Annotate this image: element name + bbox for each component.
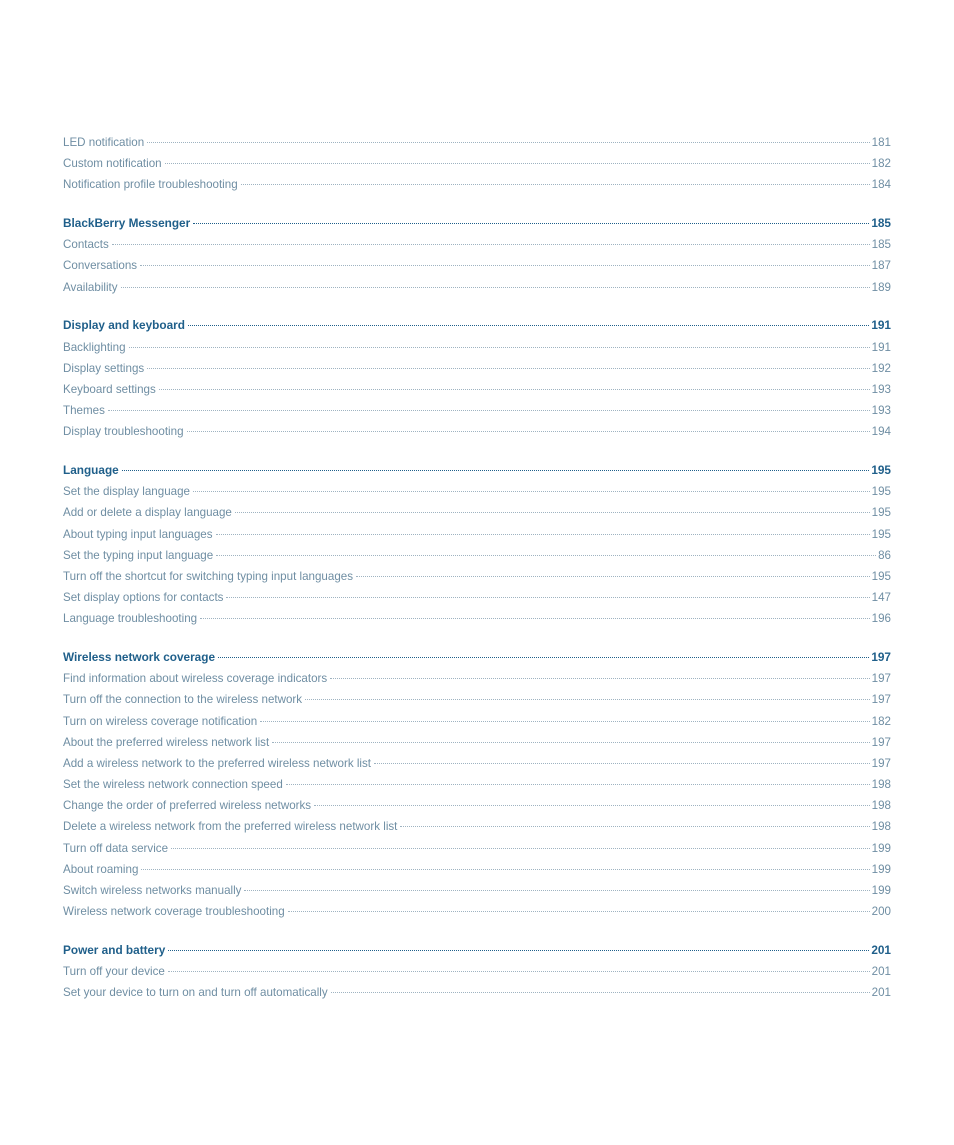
toc-entry-title: Turn off the shortcut for switching typing input languages [63, 569, 354, 583]
toc-section-blackberry-messenger [63, 213, 891, 298]
toc-entry-title: Switch wireless networks manually [63, 884, 242, 897]
toc-entry-page: 201 [871, 986, 891, 1000]
toc-section-display-and-keyboard [63, 315, 891, 442]
toc-entry-page: 195 [871, 569, 891, 583]
toc-entry[interactable] [63, 400, 891, 421]
dot-leader [129, 347, 870, 348]
toc-entry-page: 187 [871, 259, 891, 273]
toc-entry[interactable] [63, 379, 891, 400]
toc-heading-title: Wireless network coverage [63, 649, 216, 664]
toc-entry-page: 147 [871, 591, 891, 605]
toc-entry-page: 197 [871, 735, 891, 749]
toc-entry[interactable] [63, 901, 891, 922]
toc-entry-page: 195 [871, 527, 891, 541]
toc-entry-title: Delete a wireless network from the preferred wireless network list [63, 820, 398, 834]
toc-entry-title: Turn off the connection to the wireless network [63, 693, 303, 707]
toc-entry-title: Set the wireless network connection speed [63, 778, 283, 792]
toc-heading-title: BlackBerry Messenger [63, 216, 191, 231]
toc-entry-page: 199 [871, 862, 891, 876]
toc-entry-page: 181 [871, 136, 891, 149]
toc-heading-page: 201 [871, 942, 891, 957]
dot-leader [121, 287, 870, 288]
toc-heading[interactable] [63, 647, 891, 668]
toc-entry-page: 193 [871, 382, 891, 396]
toc-entry[interactable] [63, 795, 891, 816]
toc-heading[interactable] [63, 460, 891, 481]
toc-entry-page: 197 [871, 693, 891, 707]
dot-leader [159, 389, 870, 390]
toc-entry-title: Turn on wireless coverage notification [63, 714, 258, 728]
dot-leader [141, 869, 869, 870]
dot-leader [272, 742, 869, 743]
toc-entry[interactable] [63, 838, 891, 859]
toc-entry-page: 196 [871, 612, 891, 626]
toc-entry-title: Find information about wireless coverage indicators [63, 672, 328, 686]
toc-entry-page: 189 [871, 280, 891, 294]
dot-leader [193, 491, 870, 492]
dot-leader [288, 911, 870, 912]
toc-entry-title: Add or delete a display language [63, 506, 232, 520]
dot-leader [147, 368, 869, 369]
toc-heading-page: 185 [871, 216, 891, 231]
dot-leader [147, 142, 869, 143]
toc-entry-title: Custom notification [63, 157, 162, 171]
dot-leader [216, 555, 876, 556]
dot-leader [235, 512, 870, 513]
toc-entry-title: Availability [63, 280, 118, 294]
toc-entry[interactable] [63, 961, 891, 982]
toc-entry-title: About typing input languages [63, 527, 213, 541]
toc-entry[interactable] [63, 277, 891, 298]
toc-entry-title: About roaming [63, 862, 139, 876]
toc-entry[interactable] [63, 524, 891, 545]
toc-heading-title: Language [63, 462, 119, 477]
toc-heading[interactable] [63, 213, 891, 234]
toc-entry[interactable] [63, 566, 891, 587]
toc-entry-page: 194 [871, 425, 891, 439]
toc-entry[interactable] [63, 753, 891, 774]
toc-entry-title: Add a wireless network to the preferred wireless network list [63, 756, 372, 770]
dot-leader [226, 597, 869, 598]
toc-section-wireless-network-coverage [63, 647, 891, 922]
toc-entry-page: 192 [871, 361, 891, 375]
toc-heading-page: 191 [871, 318, 891, 333]
toc-section-notification [63, 132, 891, 196]
toc-entry-page: 182 [871, 714, 891, 728]
toc-entry[interactable] [63, 502, 891, 523]
toc-entry-page: 200 [871, 905, 891, 919]
toc-entry-title: Display troubleshooting [63, 425, 184, 439]
toc-entry-page: 185 [871, 238, 891, 252]
toc-heading-page: 195 [871, 462, 891, 477]
toc-entry[interactable] [63, 153, 891, 174]
dot-leader [218, 657, 869, 658]
dot-leader [305, 699, 870, 700]
toc-entry[interactable] [63, 337, 891, 358]
toc-entry[interactable] [63, 255, 891, 276]
dot-leader [108, 410, 870, 411]
dot-leader [140, 265, 870, 266]
toc-heading-title: Power and battery [63, 942, 166, 957]
dot-leader [314, 805, 870, 806]
toc-entry[interactable] [63, 545, 891, 566]
dot-leader [286, 784, 870, 785]
dot-leader [171, 848, 870, 849]
toc-entry[interactable] [63, 880, 891, 901]
toc-section-power-and-battery [63, 940, 891, 1004]
toc-entry-page: 184 [871, 178, 891, 192]
toc-entry-title: Set the display language [63, 485, 190, 499]
dot-leader [200, 618, 870, 619]
toc-entry[interactable] [63, 816, 891, 837]
dot-leader [187, 431, 870, 432]
dot-leader [165, 163, 870, 164]
dot-leader [168, 950, 869, 951]
toc-entry-page: 191 [871, 340, 891, 354]
toc-entry-title: Set the typing input language [63, 548, 214, 562]
toc-entry[interactable] [63, 982, 891, 1003]
toc-entry-title: Notification profile troubleshooting [63, 178, 238, 192]
toc-entry-title: About the preferred wireless network list [63, 735, 270, 749]
toc-entry[interactable] [63, 234, 891, 255]
toc-entry-title: Turn off data service [63, 841, 169, 855]
toc-entry[interactable] [63, 608, 891, 629]
toc-entry[interactable] [63, 774, 891, 795]
toc-section-language [63, 460, 891, 630]
toc-entry-title: Set your device to turn on and turn off automatically [63, 986, 328, 1000]
toc-entry-page: 198 [871, 778, 891, 792]
toc-entry-page: 197 [871, 672, 891, 686]
toc-entry-title: Change the order of preferred wireless networks [63, 799, 312, 813]
dot-leader [193, 223, 869, 224]
toc-entry[interactable] [63, 132, 891, 153]
dot-leader [112, 244, 870, 245]
toc-heading[interactable] [63, 315, 891, 336]
toc-entry-page: 195 [871, 485, 891, 499]
toc-entry-title: Keyboard settings [63, 382, 156, 396]
toc-entry-page: 199 [871, 884, 891, 897]
toc-entry[interactable] [63, 421, 891, 442]
toc-entry-page: 193 [871, 404, 891, 418]
dot-leader [400, 826, 869, 827]
toc-entry[interactable] [63, 174, 891, 195]
toc-entry-title: Display settings [63, 361, 145, 375]
toc-entry[interactable] [63, 732, 891, 753]
toc-entry[interactable] [63, 668, 891, 689]
toc-entry-page: 182 [871, 157, 891, 171]
toc-entry-title: LED notification [63, 136, 145, 149]
dot-leader [244, 890, 869, 891]
toc-entry-title: Contacts [63, 238, 109, 252]
dot-leader [331, 992, 870, 993]
toc-entry-page: 199 [871, 841, 891, 855]
dot-leader [330, 678, 869, 679]
toc-entry-title: Conversations [63, 259, 138, 273]
toc-entry-title: Themes [63, 404, 105, 418]
toc-entry-title: Language troubleshooting [63, 612, 198, 626]
dot-leader [374, 763, 870, 764]
toc-entry-page: 195 [871, 506, 891, 520]
dot-leader [122, 470, 870, 471]
dot-leader [216, 534, 870, 535]
dot-leader [188, 325, 869, 326]
toc-entry[interactable] [63, 711, 891, 732]
dot-leader [356, 576, 870, 577]
toc-entry-title: Set display options for contacts [63, 591, 224, 605]
toc-entry-page: 86 [878, 548, 891, 562]
dot-leader [260, 721, 869, 722]
dot-leader [168, 971, 870, 972]
toc-entry-page: 198 [871, 799, 891, 813]
toc-entry[interactable] [63, 689, 891, 710]
toc-entry[interactable] [63, 587, 891, 608]
toc-heading[interactable] [63, 940, 891, 961]
toc-entry[interactable] [63, 358, 891, 379]
toc-entry[interactable] [63, 481, 891, 502]
toc-entry-title: Turn off your device [63, 965, 165, 979]
toc-heading-title: Display and keyboard [63, 318, 185, 333]
toc-entry-page: 201 [871, 965, 891, 979]
toc-entry-page: 197 [871, 756, 891, 770]
dot-leader [241, 184, 870, 185]
toc-entry-page: 198 [871, 820, 891, 834]
toc-entry-title: Wireless network coverage troubleshooting [63, 905, 285, 919]
table-of-contents [63, 132, 891, 1021]
toc-entry[interactable] [63, 859, 891, 880]
toc-entry-title: Backlighting [63, 340, 126, 354]
toc-heading-page: 197 [871, 649, 891, 664]
